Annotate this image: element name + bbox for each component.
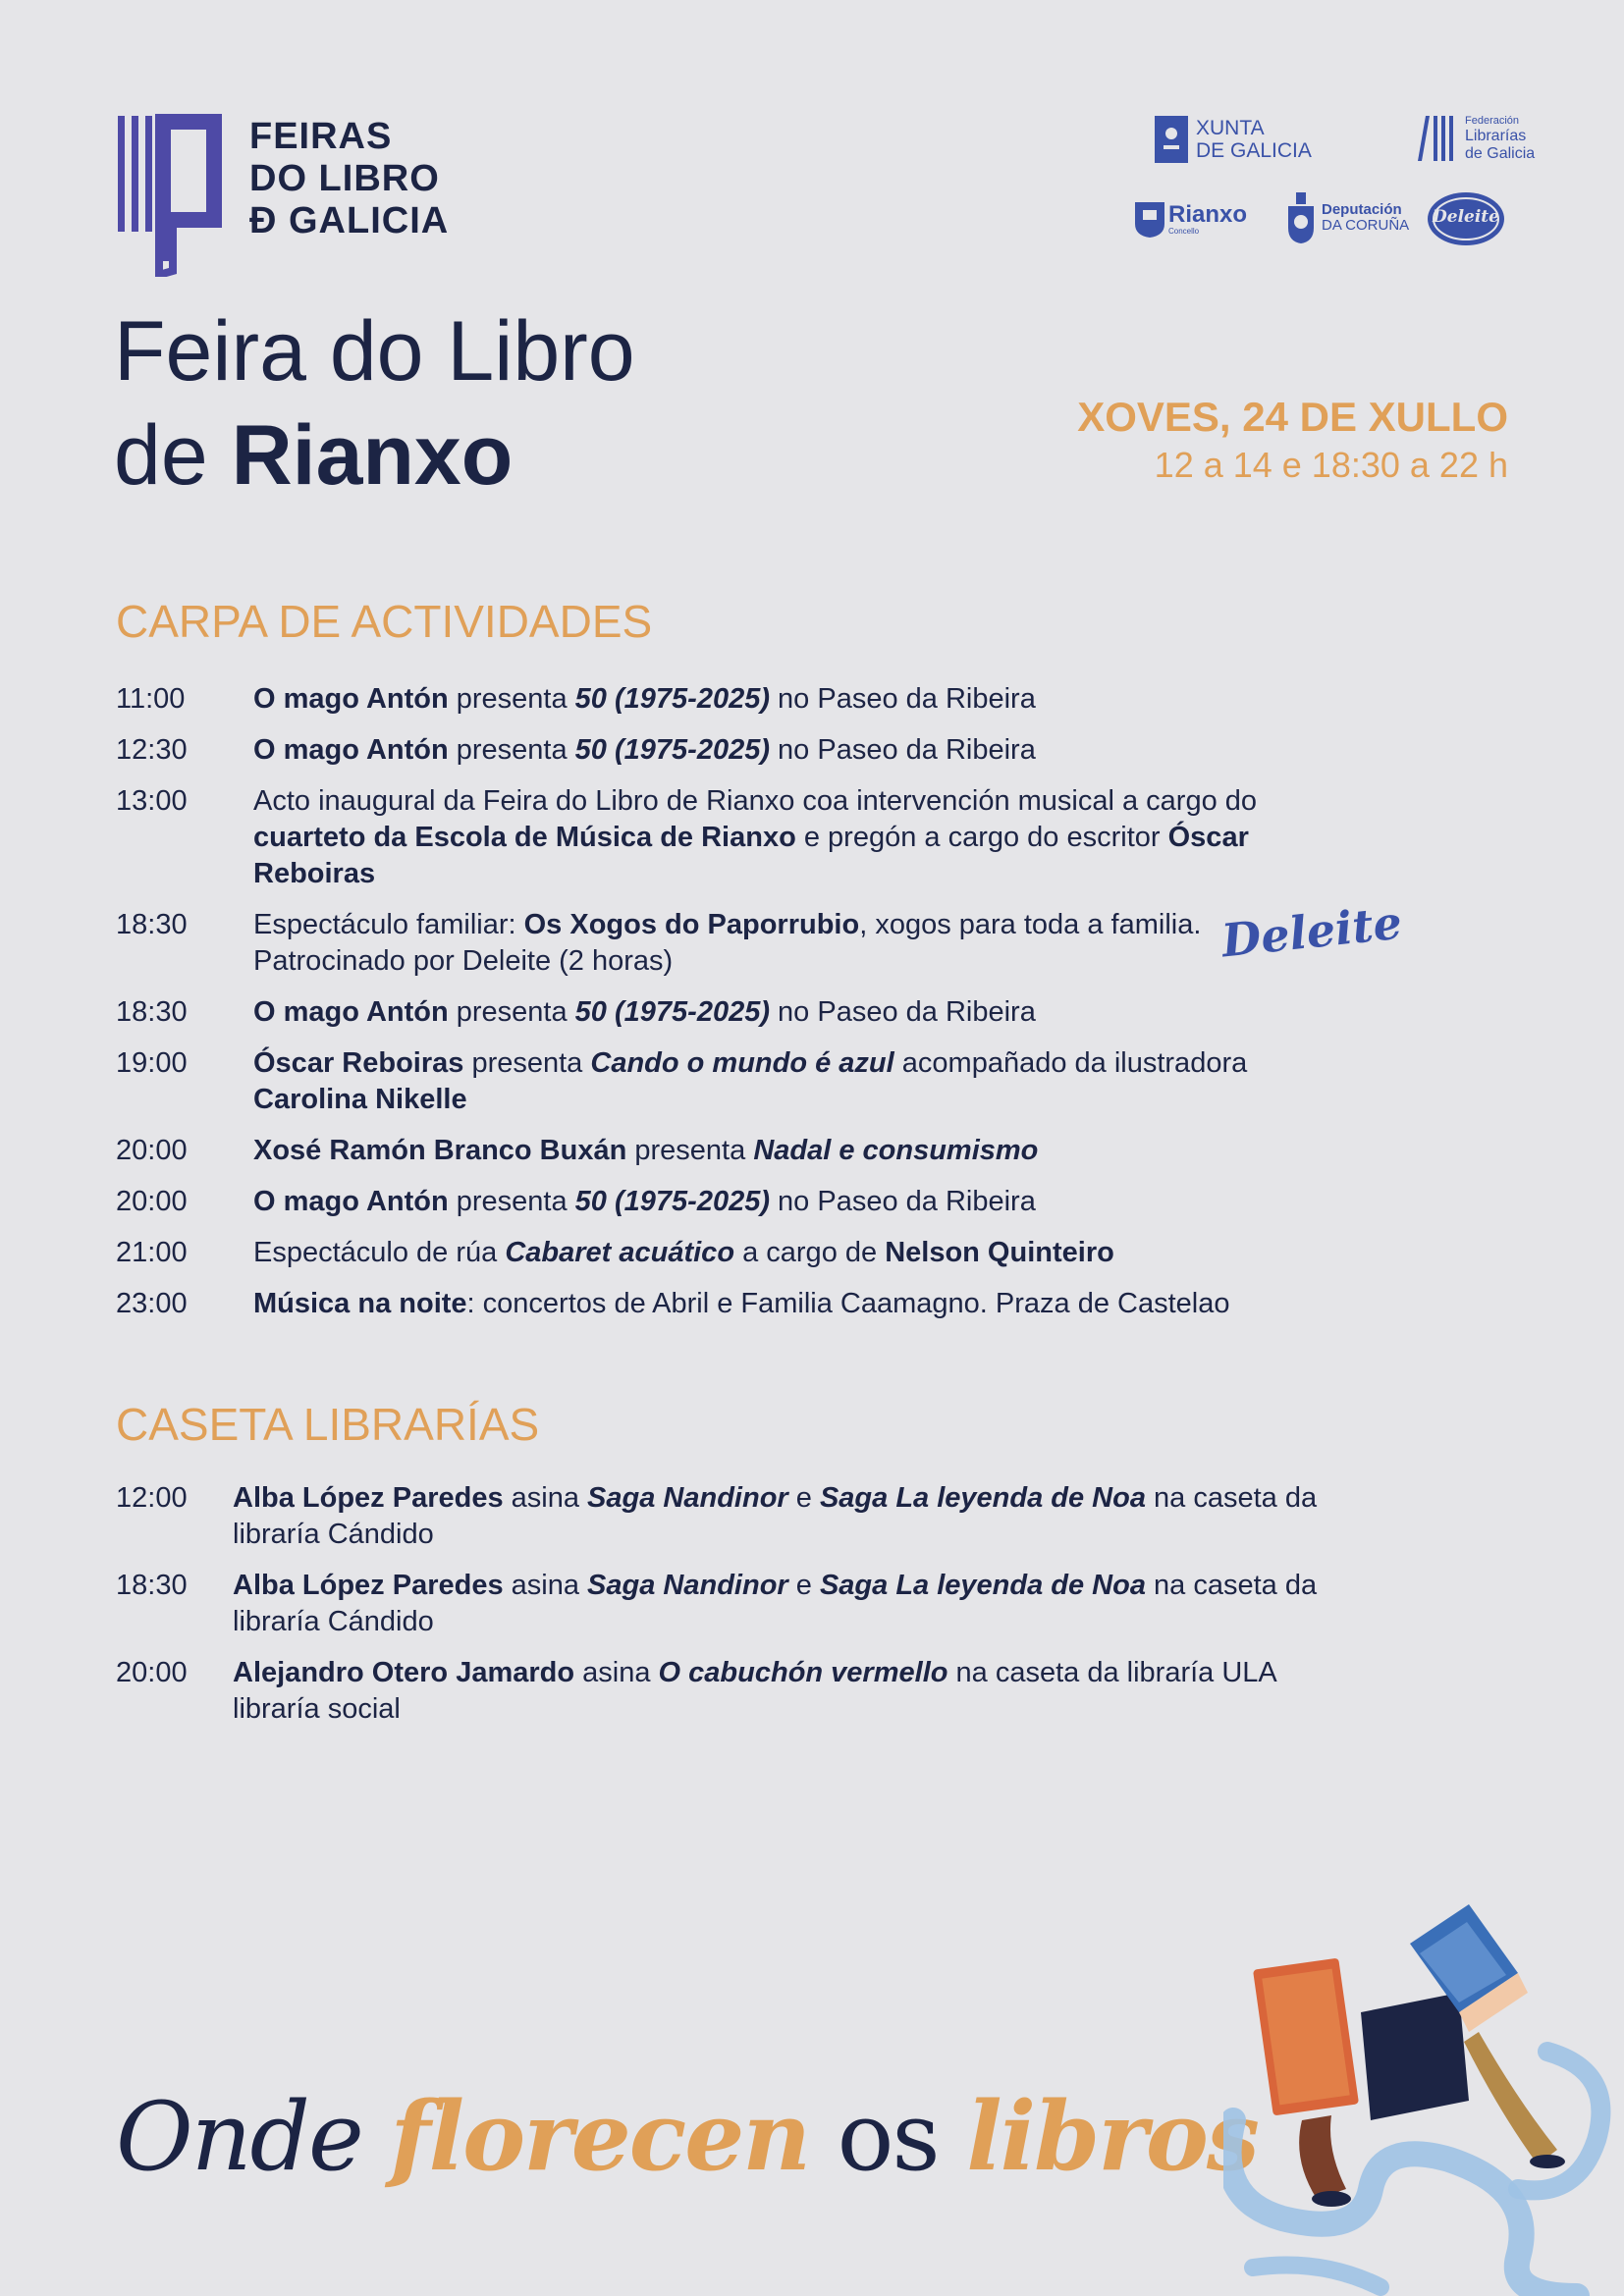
rianxo-sub-text: Concello — [1168, 227, 1200, 236]
book-logo-icon — [116, 114, 224, 277]
federacion-line-3: de Galicia — [1465, 144, 1536, 162]
schedule-row — [116, 783, 1363, 892]
schedule-row — [116, 681, 1363, 718]
schedule-time: 21:00 — [116, 1237, 188, 1268]
schedule-row — [116, 1184, 1363, 1220]
schedule-description: Alejandro Otero Jamardo asina O cabuchón vermello na caseta da libraría ULA libraría social — [233, 1657, 1276, 1725]
schedule-description: Alba López Paredes asina Saga Nandinor e Saga La leyenda de Noa na caseta da libraría Cándido — [233, 1570, 1318, 1637]
logo-line-2: DO LIBRO — [249, 158, 440, 199]
xunta-line-2: DE GALICIA — [1196, 139, 1312, 162]
event-day: XOVES, 24 DE XULLO — [1077, 394, 1508, 440]
deleite-badge-text: Deleite — [1433, 207, 1499, 227]
schedule-time: 18:30 — [116, 1570, 188, 1601]
page-title — [114, 299, 635, 507]
federacion-logo — [1416, 114, 1535, 163]
schedule-description: Óscar Reboiras presenta Cando o mundo é azul acompañado da ilustradora Carolina Nikelle — [253, 1047, 1248, 1115]
schedule-time: 20:00 — [116, 1186, 188, 1217]
schedule-time: 23:00 — [116, 1288, 188, 1319]
event-date — [1077, 391, 1508, 487]
partner-logos — [1135, 112, 1536, 249]
section-title-caseta: CASETA LIBRARÍAS — [116, 1399, 540, 1450]
rianxo-text: Rianxo — [1168, 201, 1248, 228]
slogan-word-3: os — [809, 2082, 967, 2192]
schedule-row — [116, 1045, 1363, 1118]
schedule-description: Xosé Ramón Branco Buxán presenta Nadal e consumismo — [253, 1135, 1039, 1166]
schedule-row — [116, 1480, 1363, 1553]
schedule-time: 12:30 — [116, 734, 188, 766]
event-hours: 12 a 14 e 18:30 a 22 h — [1154, 445, 1508, 485]
schedule-time: 11:00 — [116, 683, 186, 715]
federacion-line-2: Librarías — [1465, 127, 1527, 144]
deputacion-crest-icon — [1286, 192, 1316, 243]
slogan-word-4: libros — [966, 2081, 1258, 2192]
title-prefix: de — [114, 408, 232, 503]
slogan-word-1: Onde — [116, 2082, 391, 2192]
slogan — [116, 2081, 1258, 2192]
schedule-row — [116, 1235, 1363, 1271]
schedule-row — [116, 907, 1363, 980]
caseta-schedule — [116, 1480, 1363, 1742]
schedule-row — [116, 994, 1363, 1031]
slogan-word-2: florecen — [390, 2081, 810, 2192]
deleite-logo: Deleite — [1218, 895, 1405, 968]
deputacion-logo — [1286, 192, 1409, 243]
logo-wordmark — [249, 116, 449, 242]
schedule-time: 18:30 — [116, 996, 188, 1028]
schedule-row — [116, 1568, 1363, 1640]
feiras-logo — [116, 114, 449, 277]
federacion-stripes-icon — [1416, 114, 1459, 163]
schedule-description: Espectáculo de rúa Cabaret acuático a cargo de Nelson Quinteiro — [253, 1237, 1114, 1268]
schedule-row — [116, 1133, 1363, 1169]
logo-line-3: Ð GALICIA — [249, 200, 450, 241]
deputacion-line-1: Deputación — [1322, 201, 1402, 218]
deputacion-line-2: DA CORUÑA — [1322, 217, 1410, 234]
schedule-description: O mago Antón presenta 50 (1975-2025) no Paseo da Ribeira — [253, 683, 1036, 715]
schedule-row — [116, 732, 1363, 769]
xunta-logo — [1155, 116, 1312, 163]
title-line-2 — [114, 403, 635, 507]
schedule-description: Alba López Paredes asina Saga Nandinor e Saga La leyenda de Noa na caseta da libraría Cándido — [233, 1482, 1318, 1550]
title-town: Rianxo — [231, 408, 514, 503]
schedule-description: Espectáculo familiar: Os Xogos do Paporrubio, xogos para toda a familia. Patrocinado por Deleite (2 horas) — [253, 909, 1202, 977]
schedule-description: O mago Antón presenta 50 (1975-2025) no Paseo da Ribeira — [253, 734, 1036, 766]
schedule-time: 20:00 — [116, 1135, 188, 1166]
schedule-description: O mago Antón presenta 50 (1975-2025) no Paseo da Ribeira — [253, 1186, 1036, 1217]
schedule-description: Música na noite: concertos de Abril e Familia Caamagno. Praza de Castelao — [253, 1288, 1230, 1319]
schedule-row — [116, 1286, 1363, 1322]
logo-line-1: FEIRAS — [249, 116, 393, 157]
schedule-time: 13:00 — [116, 785, 188, 817]
deleite-badge-logo — [1426, 190, 1506, 247]
schedule-time: 20:00 — [116, 1657, 188, 1688]
section-title-carpa: CARPA DE ACTIVIDADES — [116, 596, 653, 647]
schedule-time: 18:30 — [116, 909, 188, 940]
title-line-1: Feira do Libro — [114, 304, 635, 399]
schedule-row — [116, 1655, 1363, 1728]
books-illustration — [1223, 1904, 1624, 2296]
schedule-time: 12:00 — [116, 1482, 188, 1514]
carpa-schedule — [116, 681, 1363, 1337]
rianxo-shield-icon — [1135, 202, 1164, 238]
schedule-description: Acto inaugural da Feira do Libro de Rianxo coa intervención musical a cargo do cuarteto da Escola de Música de Rianxo e pregón a cargo do escritor Óscar Reboiras — [253, 785, 1258, 889]
federacion-line-1: Federación — [1465, 114, 1520, 127]
xunta-line-1: XUNTA — [1196, 117, 1265, 139]
xunta-shield-icon — [1155, 116, 1188, 163]
rianxo-logo — [1135, 202, 1247, 238]
schedule-description: O mago Antón presenta 50 (1975-2025) no Paseo da Ribeira — [253, 996, 1036, 1028]
schedule-time: 19:00 — [116, 1047, 188, 1079]
